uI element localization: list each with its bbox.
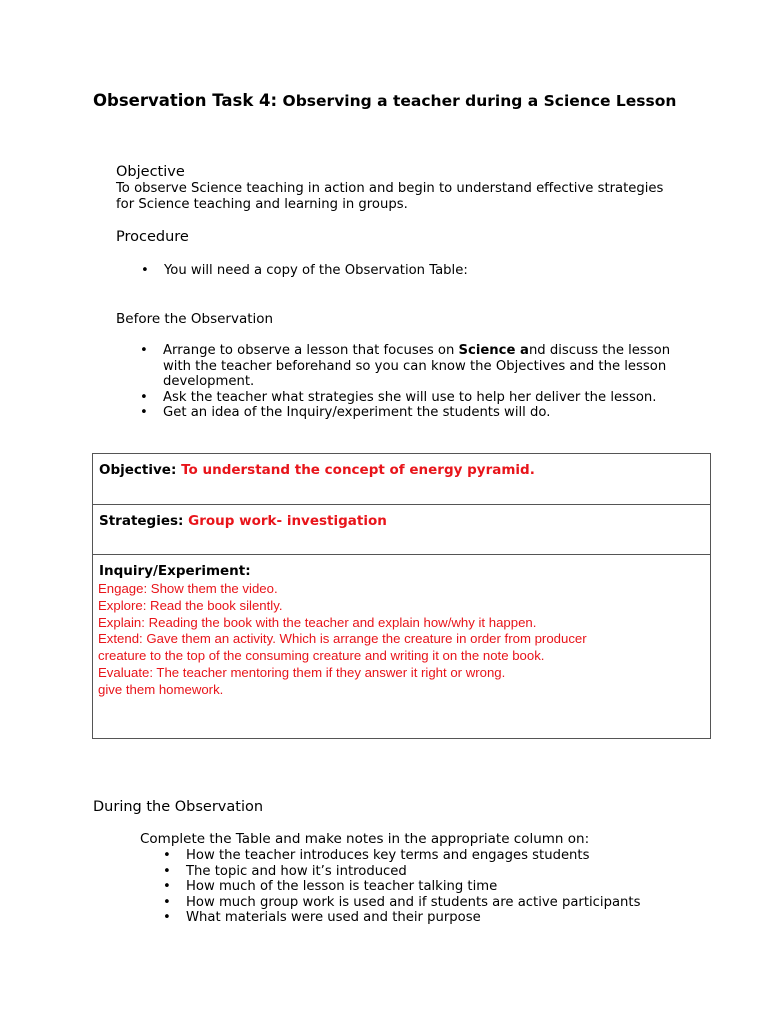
list-item: • Get an idea of the Inquiry/experiment the students will do.: [139, 405, 699, 421]
before-observation-heading: Before the Observation: [116, 311, 274, 327]
objective-label: Objective:: [99, 462, 177, 478]
inquiry-line: Explore: Read the book silently.: [98, 597, 283, 613]
objective-text: To observe Science teaching in action and begin to understand effective strategies for Science teaching and learning in groups.: [116, 181, 664, 212]
objective-value: To understand the concept of energy pyramid.: [181, 462, 535, 478]
procedure-list: [140, 263, 700, 279]
observation-table: [92, 453, 711, 739]
table-row-strategies: [93, 505, 710, 555]
inquiry-line: Engage: Show them the video.: [98, 581, 278, 596]
list-item: • How the teacher introduces key terms and engages students: [162, 848, 722, 864]
table-row-inquiry: [93, 555, 710, 738]
inquiry-line: Evaluate: The teacher mentoring them if they answer it right or wrong.: [98, 664, 506, 680]
list-item: • What materials were used and their purpose: [162, 910, 722, 926]
list-item-bold-text: Science a: [458, 343, 529, 358]
procedure-heading: Procedure: [116, 229, 189, 245]
table-row-objective: [93, 454, 710, 505]
list-item: • You will need a copy of the Observation Table:: [140, 263, 700, 279]
strategies-value: Group work- investigation: [188, 513, 387, 529]
objective-cell: [99, 462, 535, 478]
inquiry-line: creature to the top of the consuming creature and writing it on the note book.: [98, 648, 545, 664]
list-item-text: nd discuss the lesson with the teacher beforehand so you can know the Objectives and the lesson development.: [163, 343, 671, 389]
inquiry-label: Inquiry/Experiment:: [99, 563, 251, 579]
title-task-description: Observing a teacher during a Science Lesson: [277, 92, 677, 110]
strategies-cell: [99, 513, 387, 529]
during-observation-intro: Complete the Table and make notes in the appropriate column on:: [140, 831, 590, 847]
page-title: [93, 89, 713, 113]
list-item: • The topic and how it’s introduced: [162, 864, 722, 880]
strategies-label: Strategies:: [99, 513, 184, 529]
objective-heading: Objective: [116, 164, 185, 180]
list-item-text: Arrange to observe a lesson that focuses on: [163, 343, 459, 358]
before-observation-list: [139, 343, 699, 421]
inquiry-line: give them homework.: [98, 681, 224, 697]
list-item: • Ask the teacher what strategies she will use to help her deliver the lesson.: [139, 390, 699, 406]
inquiry-lines: [98, 581, 587, 699]
list-item: • How much group work is used and if students are active participants: [162, 895, 722, 911]
inquiry-line: Explain: Reading the book with the teacher and explain how/why it happen.: [98, 614, 537, 630]
inquiry-line: Extend: Gave them an activity. Which is arrange the creature in order from producer: [98, 631, 587, 647]
list-item: • How much of the lesson is teacher talking time: [162, 879, 722, 895]
title-task-label: Observation Task 4:: [93, 91, 278, 110]
during-observation-list: [162, 848, 722, 926]
during-observation-heading: During the Observation: [93, 799, 264, 815]
list-item: [139, 343, 699, 390]
